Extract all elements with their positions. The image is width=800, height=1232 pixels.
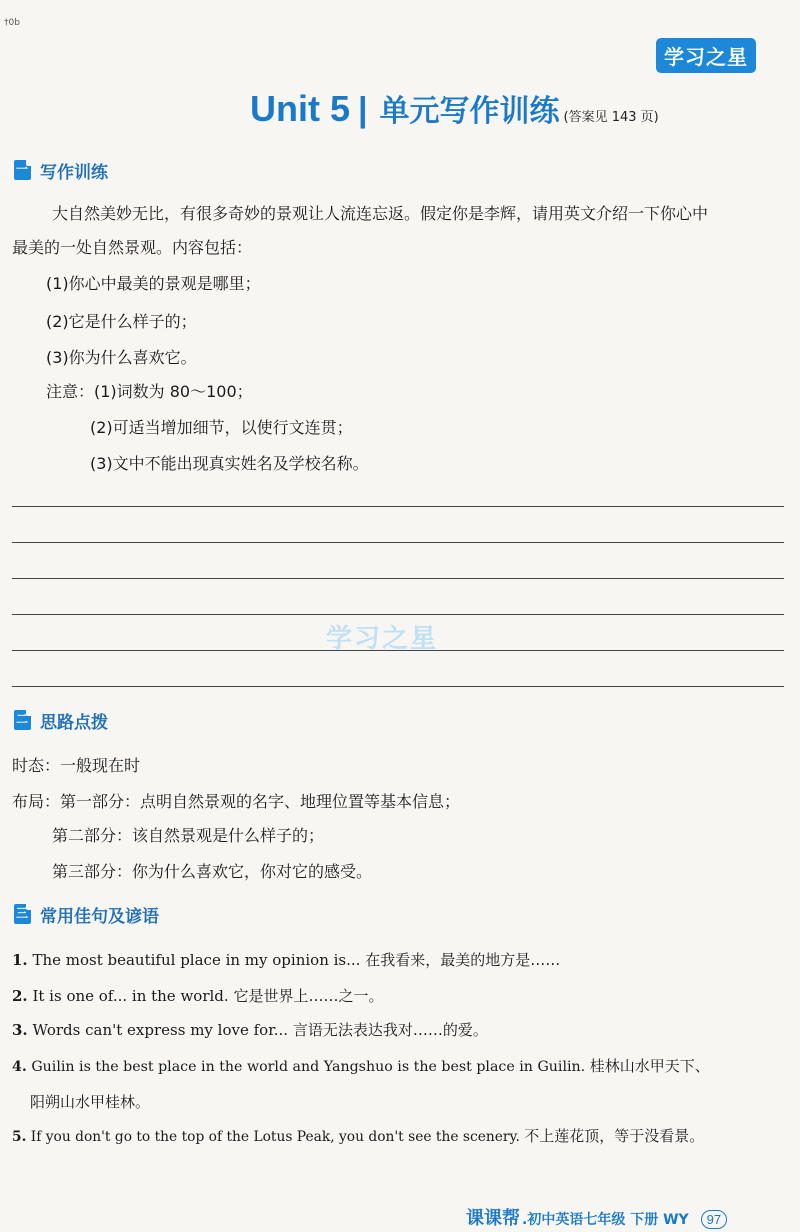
section-tips-heading bbox=[12, 706, 108, 734]
section-label: 常用佳句及谚语 bbox=[40, 906, 159, 927]
writing-prompt-line2: 最美的一处自然景观。内容包括： bbox=[12, 238, 253, 257]
header-divider: | bbox=[358, 91, 368, 129]
writing-line[interactable] bbox=[12, 686, 784, 687]
phrase-item-continued: 阳朔山水甲桂林。 bbox=[30, 1093, 151, 1111]
notebook-icon: 一 bbox=[12, 158, 34, 182]
answer-note: (答案见 143 页) bbox=[563, 110, 659, 125]
notebook-icon: 三 bbox=[12, 902, 34, 926]
writing-prompt-line1: 大自然美妙无比，有很多奇妙的景观让人流连忘返。假定你是李辉，请用英文介绍一下你心中 bbox=[52, 204, 709, 223]
page-title: 单元写作训练 bbox=[379, 94, 560, 129]
writing-line[interactable] bbox=[12, 614, 784, 615]
writing-item-2: (2)它是什么样子的； bbox=[46, 312, 197, 331]
watermark: 学习之星 bbox=[326, 624, 439, 654]
writing-note-3: (3)文中不能出现真实姓名及学校名称。 bbox=[90, 454, 369, 473]
writing-line[interactable] bbox=[12, 506, 784, 507]
phrase-item: 3. Words can't express my love for... 言语无法表达我对……的爱。 bbox=[12, 1021, 488, 1039]
brand-logo: 学习之星 bbox=[656, 38, 756, 73]
writing-item-1: (1)你心中最美的景观是哪里； bbox=[46, 274, 261, 293]
footer-book-title: .初中英语七年级 下册 WY bbox=[522, 1212, 689, 1228]
phrase-item: 2. It is one of... in the world. 它是世界上……之一。 bbox=[12, 987, 384, 1005]
tips-layout-3: 第三部分：你为什么喜欢它，你对它的感受。 bbox=[52, 862, 373, 881]
footer-brand: 课课帮 bbox=[466, 1208, 520, 1229]
phrase-item: 1. The most beautiful place in my opinion is... 在我看来，最美的地方是…… bbox=[12, 951, 561, 969]
page-number: 97 bbox=[701, 1210, 727, 1229]
unit-label: Unit 5 bbox=[250, 88, 351, 129]
section-phrases-heading bbox=[12, 900, 159, 928]
section-writing-heading bbox=[12, 156, 108, 184]
tips-layout-1: 布局：第一部分：点明自然景观的名字、地理位置等基本信息； bbox=[12, 792, 461, 811]
page-footer bbox=[466, 1204, 727, 1230]
writing-item-3: (3)你为什么喜欢它。 bbox=[46, 348, 197, 367]
tips-layout-2: 第二部分：该自然景观是什么样子的； bbox=[52, 826, 325, 845]
tips-tense: 时态：一般现在时 bbox=[12, 756, 141, 775]
corner-mark: †0b bbox=[4, 18, 20, 28]
section-label: 写作训练 bbox=[40, 162, 108, 183]
section-label: 思路点拨 bbox=[40, 712, 108, 733]
writing-note-2: (2)可适当增加细节，以使行文连贯； bbox=[90, 418, 353, 437]
writing-note-1: 注意：(1)词数为 80～100； bbox=[46, 382, 253, 401]
phrase-item: 5. If you don't go to the top of the Lotus Peak, you don't see the scenery. 不上莲花顶，等于没看景。 bbox=[12, 1127, 705, 1145]
page-header bbox=[250, 86, 770, 130]
phrase-item: 4. Guilin is the best place in the world and Yangshuo is the best place in Guilin. 桂林山水甲天下、 bbox=[12, 1057, 710, 1075]
writing-line[interactable] bbox=[12, 542, 784, 543]
notebook-icon: 二 bbox=[12, 708, 34, 732]
writing-line[interactable] bbox=[12, 578, 784, 579]
